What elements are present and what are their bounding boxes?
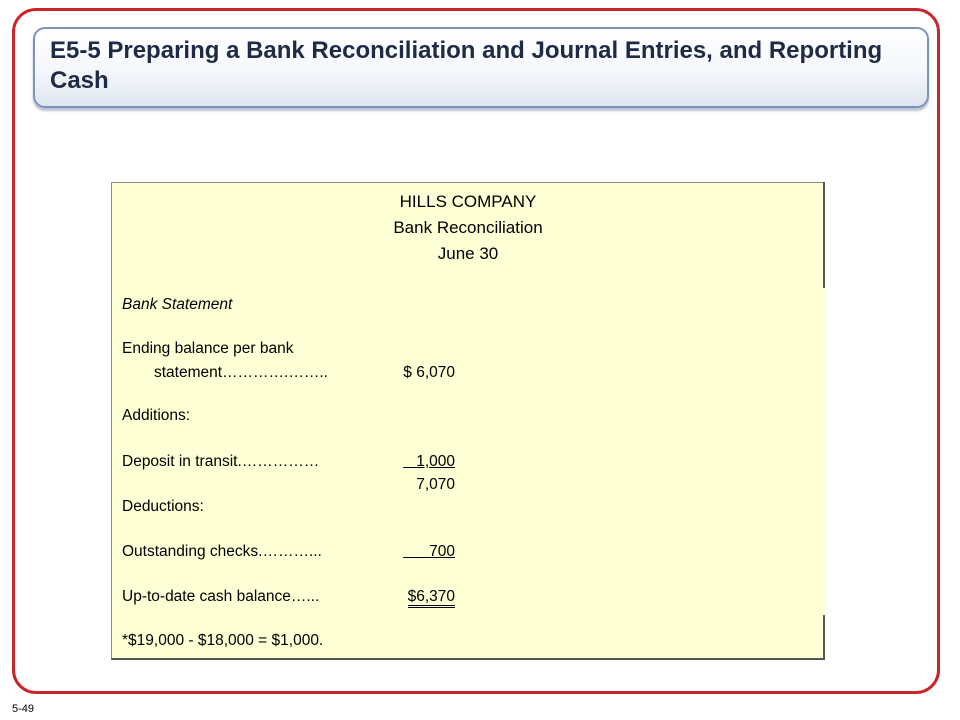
ending-balance-label-1: Ending balance per bank [122,340,294,357]
checks-amount: 700 [429,543,455,560]
deposit-amount: 1,000 [416,453,455,470]
box-shadow-edge-bottom [823,615,825,660]
balance-amount: $6,370 [408,588,455,608]
company-name: HILLS COMPANY [399,192,537,211]
additions-label: Additions: [122,407,191,424]
checks-label: Outstanding checks.………... [122,543,322,560]
checks-amount-wrap [403,543,455,561]
deposit-amount-wrap [403,453,455,471]
deposit-label: Deposit in transit.…………… [122,453,320,470]
ending-balance-label-2: statement………….…….. [154,364,328,381]
slide-title: E5-5 Preparing a Bank Reconciliation and Journal Entries, and Reporting Cash [50,37,883,94]
subtotal-amount: 7,070 [416,476,455,493]
ending-balance-amount: $ 6,070 [403,364,455,381]
balance-label: Up-to-date cash balance…... [122,588,320,605]
balance-amount-wrap [408,588,455,606]
statement-title: Bank Reconciliation [393,218,543,237]
section-label: Bank Statement [122,296,233,313]
statement-date: June 30 [437,244,499,263]
deductions-label: Deductions: [122,498,204,515]
page-number: 5-49 [12,703,35,715]
footnote: *$19,000 - $18,000 = $1,000. [122,632,324,649]
